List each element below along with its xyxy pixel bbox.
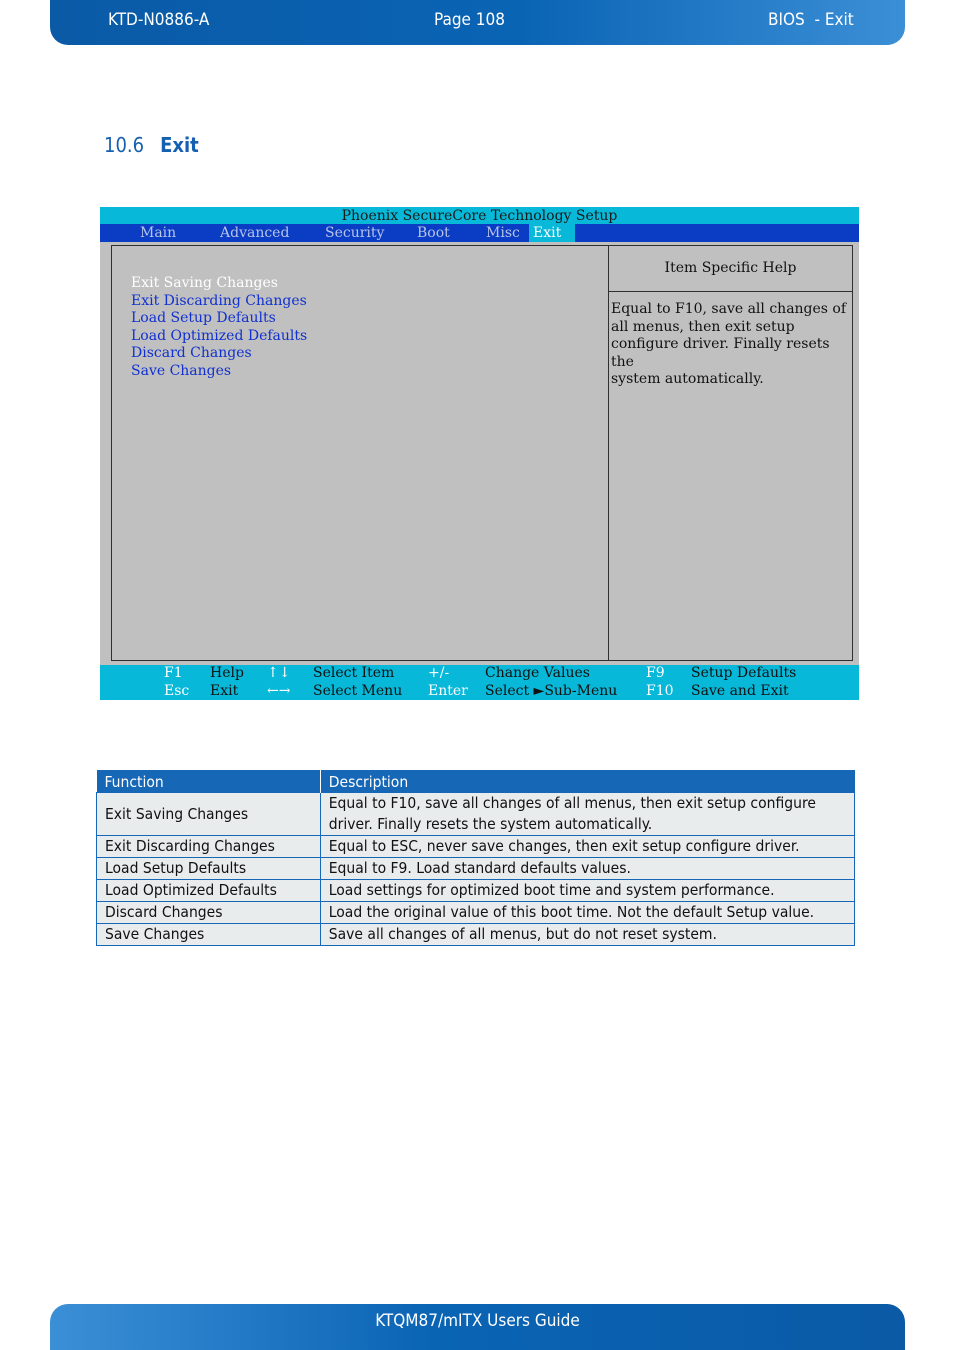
key-f9: F9: [646, 665, 665, 681]
key-up-down: ↑↓: [267, 665, 291, 681]
column-header-description: Description: [320, 770, 854, 793]
page-footer: [50, 1304, 905, 1350]
help-line: all menus, then exit setup: [611, 318, 795, 335]
bios-item-exit-saving-changes[interactable]: Exit Saving Changes: [131, 275, 278, 291]
function-cell: Load Optimized Defaults: [97, 880, 321, 902]
function-table: [96, 770, 855, 946]
key-esc: Esc: [164, 683, 190, 699]
tab-security[interactable]: Security: [325, 225, 385, 241]
description-cell: Load the original value of this boot time. Not the default Setup value.: [320, 902, 854, 924]
key-left-right: ←→: [267, 683, 291, 699]
tab-misc[interactable]: Misc: [486, 225, 520, 241]
function-cell: Exit Discarding Changes: [97, 836, 321, 858]
help-line: configure driver. Finally resets the: [611, 336, 830, 370]
description-cell: Load settings for optimized boot time and system performance.: [320, 880, 854, 902]
description-cell: Equal to F9. Load standard defaults values.: [320, 858, 854, 880]
table-row: [97, 902, 855, 924]
description-cell: Equal to F10, save all changes of all menus, then exit setup configure driver. Finally resets the system automatically.: [320, 793, 854, 836]
section-title: Exit: [160, 133, 199, 157]
key-f1: F1: [164, 665, 183, 681]
tab-advanced[interactable]: Advanced: [220, 225, 290, 241]
description-cell: Save all changes of all menus, but do not reset system.: [320, 924, 854, 946]
bios-title: Phoenix SecureCore Technology Setup: [100, 207, 859, 224]
page-number: Page 108: [434, 10, 505, 30]
table-row: [97, 880, 855, 902]
key-plus-minus: +/-: [428, 665, 450, 681]
tab-main[interactable]: Main: [140, 225, 177, 241]
help-line: system automatically.: [611, 371, 764, 387]
key-left-right-desc: Select Menu: [313, 683, 403, 699]
bios-screenshot: [100, 207, 859, 700]
bios-help-panel: [608, 245, 853, 661]
key-f9-desc: Setup Defaults: [691, 665, 797, 681]
tab-boot[interactable]: Boot: [417, 225, 450, 241]
bios-key-legend: [100, 665, 859, 700]
table-row: [97, 836, 855, 858]
guide-title: KTQM87/mITX Users Guide: [375, 1311, 580, 1331]
column-header-function: Function: [97, 770, 321, 793]
bios-item-load-setup-defaults[interactable]: Load Setup Defaults: [131, 310, 276, 326]
function-cell: Discard Changes: [97, 902, 321, 924]
key-enter: Enter: [428, 683, 468, 699]
tab-exit[interactable]: Exit: [529, 224, 575, 242]
key-esc-desc: Exit: [210, 683, 239, 699]
page-header: [50, 0, 905, 45]
key-up-down-desc: Select Item: [313, 665, 395, 681]
table-header-row: [97, 770, 855, 793]
function-cell: Save Changes: [97, 924, 321, 946]
description-cell: Equal to ESC, never save changes, then exit setup configure driver.: [320, 836, 854, 858]
bios-item-discard-changes[interactable]: Discard Changes: [131, 345, 252, 361]
table-row: [97, 924, 855, 946]
bios-main-panel: [111, 245, 609, 661]
table-row: [97, 793, 855, 836]
bios-menu-bar: [100, 224, 859, 242]
key-f10: F10: [646, 683, 674, 699]
key-f10-desc: Save and Exit: [691, 683, 789, 699]
bios-item-exit-discarding-changes[interactable]: Exit Discarding Changes: [131, 292, 307, 309]
key-enter-desc: Select ►Sub-Menu: [485, 683, 618, 699]
help-text: [611, 301, 849, 389]
section-label: BIOS - Exit: [768, 10, 854, 30]
section-heading: [104, 133, 199, 157]
section-number: 10.6: [104, 133, 145, 157]
document-id: KTD-N0886-A: [108, 10, 210, 30]
key-f1-desc: Help: [210, 665, 244, 681]
help-title: Item Specific Help: [609, 246, 852, 292]
key-plus-minus-desc: Change Values: [485, 665, 590, 681]
table-row: [97, 858, 855, 880]
help-line: Equal to F10, save all changes of: [611, 301, 847, 317]
function-cell: Load Setup Defaults: [97, 858, 321, 880]
function-cell: Exit Saving Changes: [97, 793, 321, 836]
bios-item-load-optimized-defaults[interactable]: Load Optimized Defaults: [131, 327, 308, 344]
bios-item-save-changes[interactable]: Save Changes: [131, 362, 232, 379]
